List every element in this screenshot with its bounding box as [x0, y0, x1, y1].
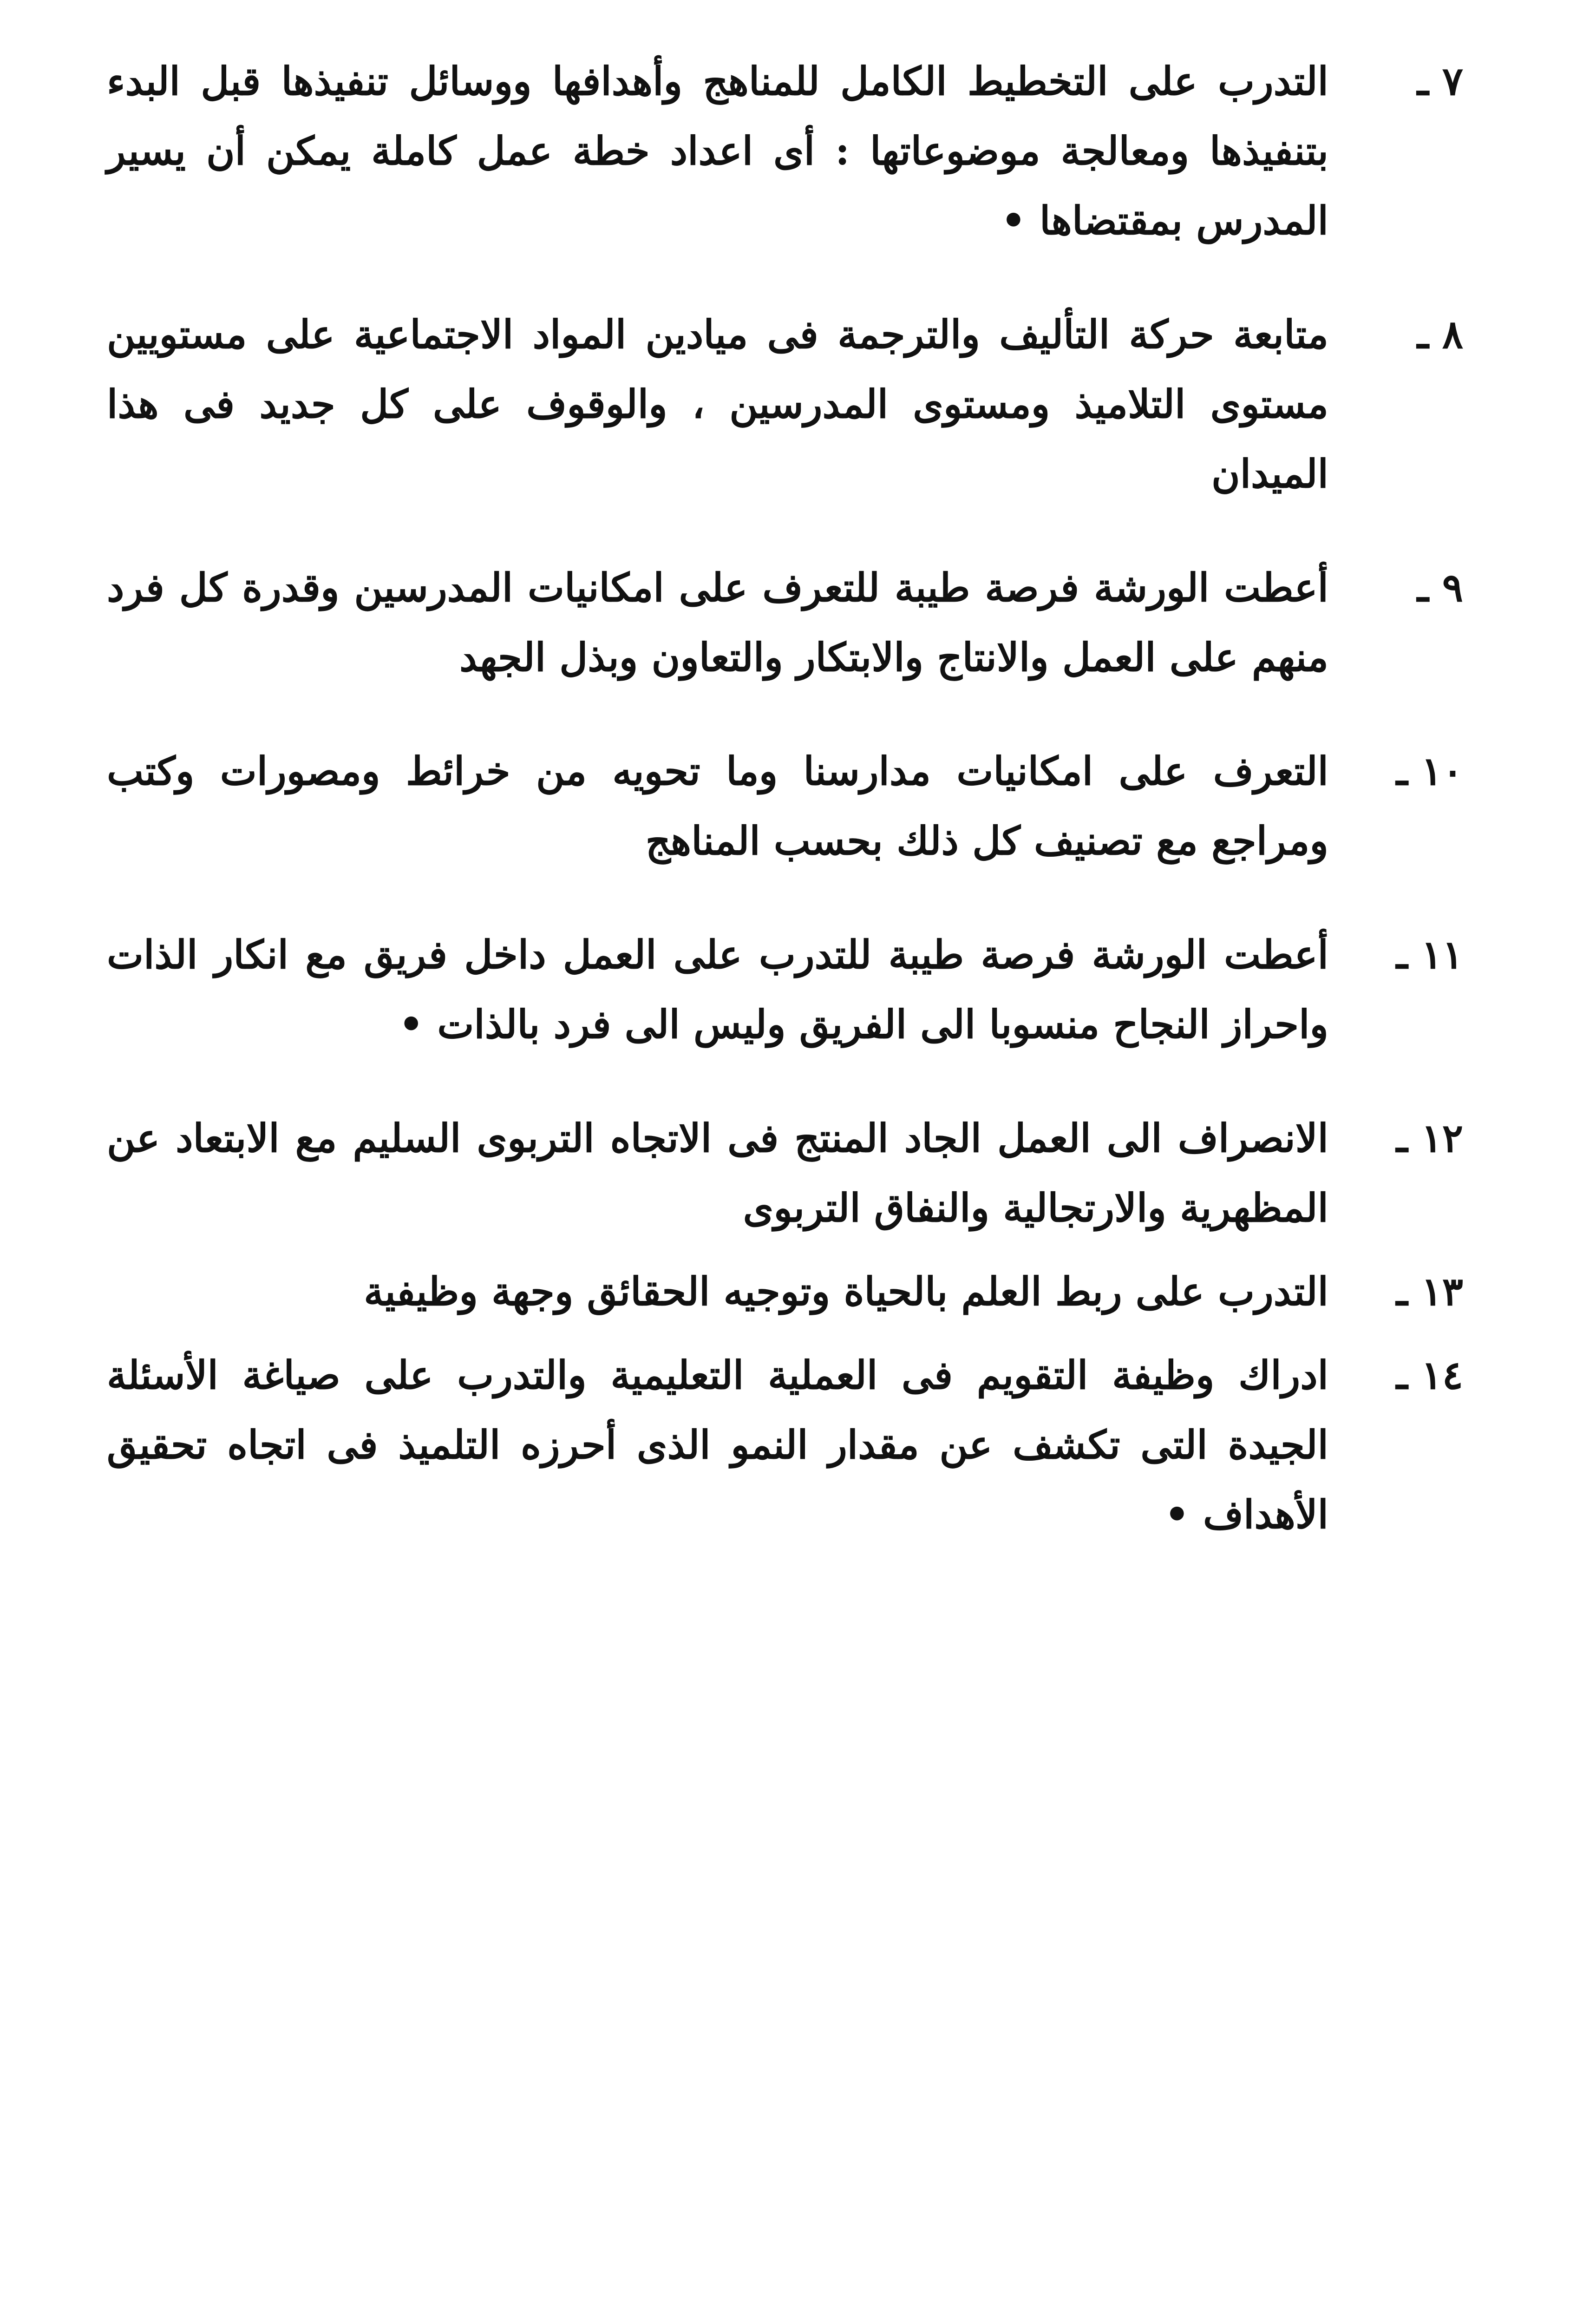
list-item-11 [107, 920, 1463, 1059]
list-item-13 [107, 1257, 1463, 1326]
item-number: ١٠ ـ [1396, 748, 1463, 794]
item-text: ادراك وظيفة التقويم فى العملية التعليمية والتدرب على صياغة الأسئلة الجيدة التى تكشف عن مقدار النمو الذى أحرزه التلميذ فى اتجاه تحقيق الأهداف • [107, 1352, 1328, 1537]
item-number: ١٣ ـ [1396, 1268, 1463, 1314]
item-text: الانصراف الى العمل الجاد المنتج فى الاتجاه التربوى السليم مع الابتعاد عن المظهرية والارتجالية والنفاق التربوى [107, 1115, 1328, 1231]
list-item-9 [107, 553, 1463, 692]
item-number: ١٢ ـ [1396, 1115, 1463, 1161]
item-text: أعطت الورشة فرصة طيبة للتعرف على امكانيات المدرسين وقدرة كل فرد منهم على العمل والانتاج والابتكار والتعاون وبذل الجهد [107, 564, 1328, 680]
numbered-list [107, 46, 1463, 1594]
item-number: ١٤ ـ [1396, 1352, 1463, 1398]
list-item-14 [107, 1340, 1463, 1549]
item-text: التدرب على ربط العلم بالحياة وتوجيه الحقائق وجهة وظيفية [364, 1268, 1328, 1314]
list-item-12 [107, 1103, 1463, 1243]
list-item-10 [107, 736, 1463, 876]
item-text: التعرف على امكانيات مدارسنا وما تحويه من خرائط ومصورات وكتب ومراجع مع تصنيف كل ذلك بحسب المناهج [107, 748, 1328, 864]
list-item-8 [107, 300, 1463, 509]
item-text: التدرب على التخطيط الكامل للمناهج وأهدافها ووسائل تنفيذها قبل البدء بتنفيذها ومعالجة موضوعاتها : أى اعداد خطة عمل كاملة يمكن أن يسير المدرس بمقتضاها • [107, 58, 1328, 243]
item-number: ١١ ـ [1396, 932, 1463, 978]
list-item-7 [107, 46, 1463, 256]
item-number: ٧ ـ [1417, 58, 1463, 104]
item-text: أعطت الورشة فرصة طيبة للتدرب على العمل داخل فريق مع انكار الذات واحراز النجاح منسوبا الى الفريق وليس الى فرد بالذات • [107, 932, 1328, 1047]
item-text: متابعة حركة التأليف والترجمة فى ميادين المواد الاجتماعية على مستويين مستوى التلاميذ ومستوى المدرسين ، والوقوف على كل جديد فى هذا الميدان [107, 311, 1329, 497]
item-number: ٨ ـ [1417, 311, 1463, 357]
item-number: ٩ ـ [1417, 564, 1463, 610]
